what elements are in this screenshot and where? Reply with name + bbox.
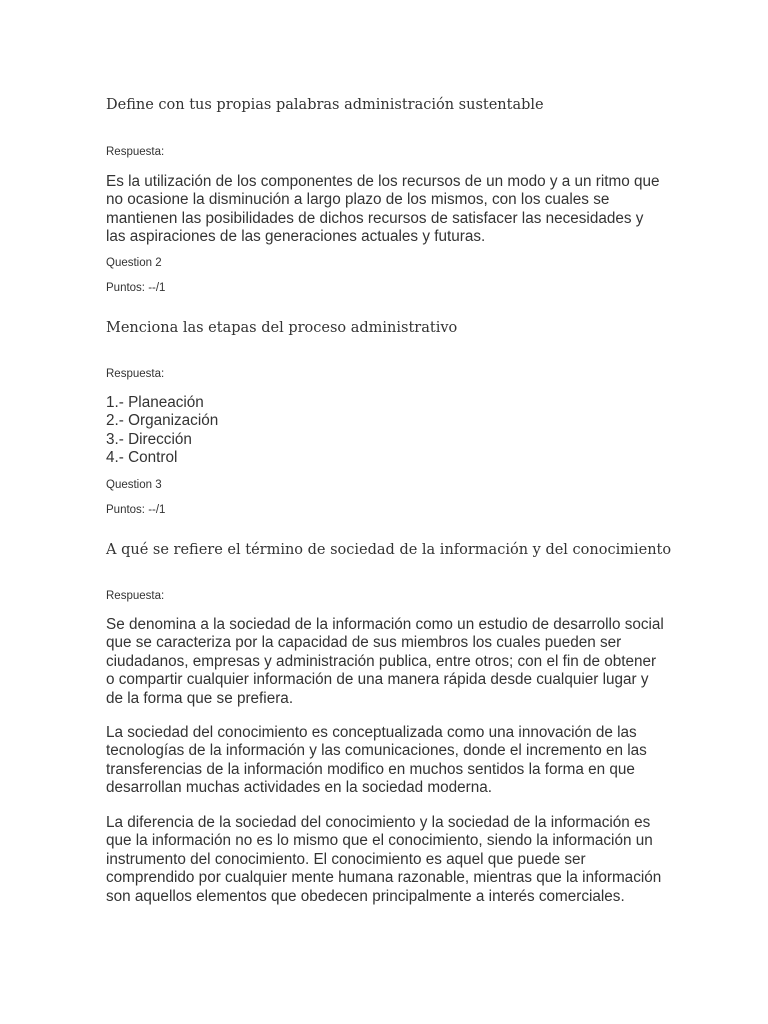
question-2-number: Question 2 bbox=[106, 257, 162, 269]
question-3-paragraph-3: La diferencia de la sociedad del conocimiento y la sociedad de la información es que la información no es lo mismo que el conocimiento, siendo la información un instrumento del conocimiento. El conocimiento es aquel que puede ser comprendido por cualquier mente humana razonable, mientras que la información son aquellos elementos que obedecen principalmente a interés comerciales. bbox=[106, 814, 662, 905]
question-2-text: Menciona las etapas del proceso administrativo bbox=[106, 320, 458, 336]
question-3-paragraph-1: Se denomina a la sociedad de la información como un estudio de desarrollo social que se caracteriza por la capacidad de sus miembros los cuales pueden ser ciudadanos, empresas y administración publica, entre otros; con el fin de obtener o compartir cualquier información de una manera rápida desde cualquier lugar y de la forma que se prefiera. bbox=[106, 616, 664, 707]
question-3-points: Puntos: --/1 bbox=[106, 504, 166, 516]
question-1-answer: Es la utilización de los componentes de los recursos de un modo y a un ritmo que no ocasione la disminución a largo plazo de los mismos, con los cuales se mantienen las posibilidades de dichos recursos de satisfacer las necesidades y las aspiraciones de las generaciones actuales y futuras. bbox=[106, 173, 660, 246]
question-3-response-label: Respuesta: bbox=[106, 590, 165, 602]
question-1-response-label: Respuesta: bbox=[106, 146, 165, 158]
list-item: 1.- Planeación bbox=[106, 394, 204, 411]
question-2-response-label: Respuesta: bbox=[106, 368, 165, 380]
list-item: 4.- Control bbox=[106, 449, 178, 467]
question-3-text: A qué se refiere el término de sociedad de la información y del conocimiento bbox=[106, 542, 672, 558]
question-2-answer-list bbox=[106, 394, 666, 468]
question-3-number: Question 3 bbox=[106, 479, 162, 491]
list-item: 3.- Dirección bbox=[106, 430, 192, 448]
question-1-text: Define con tus propias palabras administración sustentable bbox=[106, 97, 544, 113]
list-item: 2.- Organización bbox=[106, 412, 219, 430]
question-2-points: Puntos: --/1 bbox=[106, 282, 166, 294]
question-3-paragraph-2: La sociedad del conocimiento es conceptualizada como una innovación de las tecnologías de la información y las comunicaciones, donde el incremento en las transferencias de la información modifico en muchos sentidos la forma en que desarrollan muchas actividades en la sociedad moderna. bbox=[106, 724, 647, 797]
